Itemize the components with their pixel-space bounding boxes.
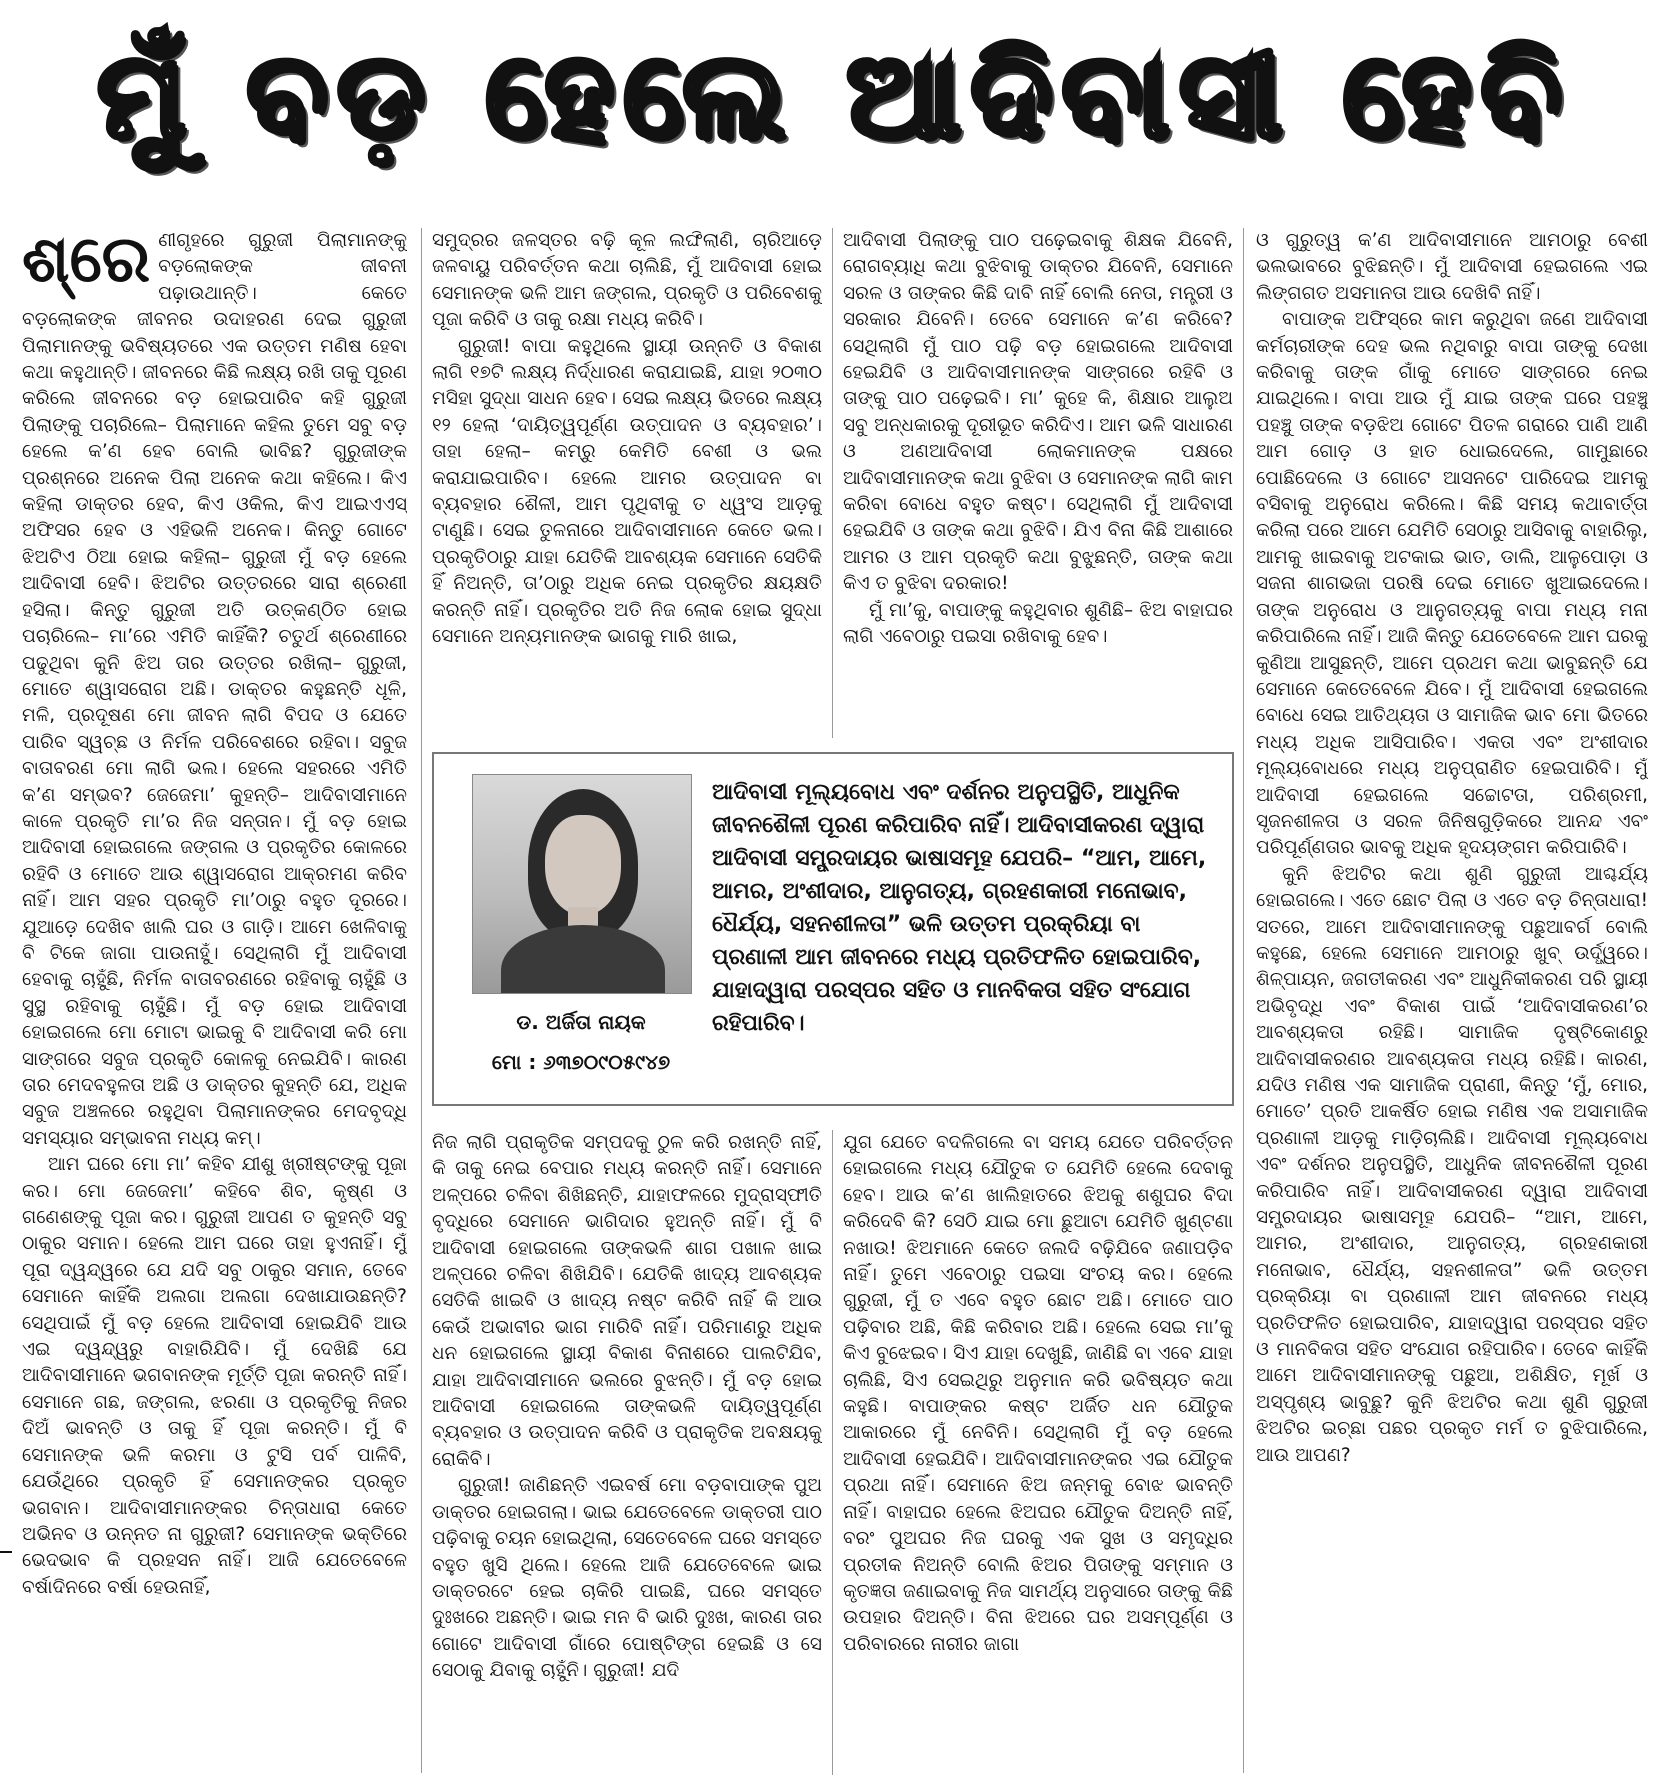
article-column-2-top bbox=[432, 228, 822, 738]
paragraph: ଗୁରୁଜୀ! ଜାଣିଛନ୍ତି ଏଇବର୍ଷ ମୋ ବଡ଼ବାପାଙ୍କ ପୁଅ ଡାକ୍ତର ହୋଇଗଲା। ଭାଇ ଯେତେବେଳେ ଡାକ୍ତରୀ ପାଠ ପଢ଼ିବାକୁ ଚୟନ ହୋଇଥିଲା, ସେତେବେଳେ ଘରେ ସମସ୍ତେ ବହୁତ ଖୁସି ଥିଲେ। ହେଲେ ଆଜି ଯେତେବେଳେ ଭାଇ ଡାକ୍ତରଟେ ହେଇ ଚାକିରି ପାଇଛି, ଘରେ ସମସ୍ତେ ଦୁଃଖରେ ଅଛନ୍ତି। ଭାଇ ମନ ବି ଭାରି ଦୁଃଖ, କାରଣ ତାର ଗୋଟେ ଆଦିବାସୀ ଗାଁରେ ପୋଷ୍ଟିଙ୍ଗ ହେଇଛି ଓ ସେ ସେଠାକୁ ଯିବାକୁ ଚାହୁଁନି। ଗୁରୁଜୀ! ଯଦି bbox=[432, 1475, 822, 1682]
author-photo bbox=[472, 774, 692, 994]
paragraph: ଣୀଗୃହରେ ଗୁରୁଜୀ ପିଲାମାନଙ୍କୁ ବଡ଼ଲୋକଙ୍କ ଜୀବନୀ ପଢ଼ାଉଥାନ୍ତି। କେତେ ବଡ଼ଲୋକଙ୍କ ଜୀବନର ଉଦାହରଣ ଦେଇ ଗୁରୁଜୀ ପିଲାମାନଙ୍କୁ ଭବିଷ୍ୟତରେ ଏକ ଉତ୍ତମ ମଣିଷ ହେବା କଥା କହୁଥାନ୍ତି। ଜୀବନରେ କିଛି ଲକ୍ଷ୍ୟ ରଖି ତାକୁ ପୂରଣ କରିଲେ ଜୀବନରେ ବଡ଼ ହୋଇପାରିବ କହି ଗୁରୁଜୀ ପିଲାଙ୍କୁ ପଚାରିଲେ– ପିଲାମାନେ କହିଲ ତୁମେ ସବୁ ବଡ଼ ହେଲେ କ’ଣ ହେବ ବୋଲି ଭାବିଛ? ଗୁରୁଜୀଙ୍କ ପ୍ରଶ୍ନରେ ଅନେକ ପିଲା ଅନେକ କଥା କହିଲେ। କିଏ କହିଲା ଡାକ୍ତର ହେବ, କିଏ ଓକିଲ, କିଏ ଆଇଏଏସ୍ ଅଫିସର ହେବ ଓ ଏହିଭଳି ଅନେକ। କିନ୍ତୁ ଗୋଟେ ଝିଅଟିଏ ଠିଆ ହୋଇ କହିଲା– ଗୁରୁଜୀ ମୁଁ ବଡ଼ ହେଲେ ଆଦିବାସୀ ହେବି। ଝିଅଟିର ଉତ୍ତରରେ ସାରା ଶ୍ରେଣୀ ହସିଲା। କିନ୍ତୁ ଗୁରୁଜୀ ଅତି ଉତ୍କଣ୍ଠିତ ହୋଇ ପଚାରିଲେ– ମା’ରେ ଏମିତି କାହିଁକି? ଚତୁର୍ଥ ଶ୍ରେଣୀରେ ପଢୁଥିବା କୁନି ଝିଅ ତାର ଉତ୍ତର ରଖିଲା– ଗୁରୁଜୀ, ମୋତେ ଶ୍ୱାସରୋଗ ଅଛି। ଡାକ୍ତର କହୁଛନ୍ତି ଧୂଳି, ମଳି, ପ୍ରଦୂଷଣ ମୋ ଜୀବନ ଲାଗି ବିପଦ ଓ ଯେତେ ପାରିବ ସ୍ୱଚ୍ଛ ଓ ନିର୍ମଳ ପରିବେଶରେ ରହିବା। ସବୁଜ ବାତାବରଣ ମୋ ଲାଗି ଭଲ। ହେଲେ ସହରରେ ଏମିତି କ’ଣ ସମ୍ଭବ? ଜେଜେମା’ କୁହନ୍ତି– ଆଦିବାସୀମାନେ କାଳେ ପ୍ରକୃତି ମା’ର ନିଜ ସନ୍ତାନ। ମୁଁ ବଡ଼ ହୋଇ ଆଦିବାସୀ ହୋଇଗଲେ ଜଙ୍ଗଲ ଓ ପ୍ରକୃତିର କୋଳରେ ରହିବି ଓ ମୋତେ ଆଉ ଶ୍ୱାସରୋଗ ଆକ୍ରମଣ କରିବ ନାହିଁ। ଆମ ସହର ପ୍ରକୃତି ମା’ଠାରୁ ବହୁତ ଦୂରରେ। ଯୁଆଡ଼େ ଦେଖିବ ଖାଲି ଘର ଓ ଗାଡ଼ି। ଆମେ ଖେଳିବାକୁ ବି ଟିକେ ଜାଗା ପାଉନାହୁଁ। ସେଥିଲାଗି ମୁଁ ଆଦିବାସୀ ହେବାକୁ ଚାହୁଁଛି, ନିର୍ମଳ ବାତାବରଣରେ ରହିବାକୁ ଚାହୁଁଛି ଓ ସୁସ୍ଥ ରହିବାକୁ ଚାହୁଁଛି। ମୁଁ ବଡ଼ ହୋଇ ଆଦିବାସୀ ହୋଇଗଲେ ମୋ ମୋଟା ଭାଇକୁ ବି ଆଦିବାସୀ କରି ମୋ ସାଙ୍ଗରେ ସବୁଜ ପ୍ରକୃତି କୋଳକୁ ନେଇଯିବି। କାରଣ ତାର ମେଦବହୁଳତା ଅଛି ଓ ଡାକ୍ତର କୁହନ୍ତି ଯେ, ଅଧିକ ସବୁଜ ଅଞ୍ଚଳରେ ରହୁଥିବା ପିଲାମାନଙ୍କର ମେଦବୃଦ୍ଧି ସମସ୍ୟାର ସମ୍ଭାବନା ମଧ୍ୟ କମ୍। bbox=[22, 230, 407, 1149]
pullquote-box bbox=[432, 752, 1234, 1106]
paragraph: ଓ ଗୁରୁତ୍ୱ କ’ଣ ଆଦିବାସୀମାନେ ଆମଠାରୁ ବେଶୀ ଭଲଭାବରେ ବୁଝିଛନ୍ତି। ମୁଁ ଆଦିବାସୀ ହେଇଗଲେ ଏଇ ଲିଙ୍ଗଗତ ଅସମାନତା ଆଉ ଦେଖିବି ନାହିଁ। bbox=[1256, 230, 1648, 304]
paragraph: ସମୁଦ୍ରର ଜଳସ୍ତର ବଢ଼ି କୂଳ ଲଙ୍ଘିଲାଣି, ଚାରିଆଡ଼େ ଜଳବାୟୁ ପରିବର୍ତ୍ତନ କଥା ଚାଲିଛି, ମୁଁ ଆଦିବାସୀ ହୋଇ ସେମାନଙ୍କ ଭଳି ଆମ ଜଙ୍ଗଲ, ପ୍ରକୃତି ଓ ପରିବେଶକୁ ପୂଜା କରିବି ଓ ତାକୁ ରକ୍ଷା ମଧ୍ୟ କରିବି। bbox=[432, 230, 822, 331]
paragraph: ଆମ ଘରେ ମୋ ମା’ କହିବ ଯୀଶୁ ଖ୍ରୀଷ୍ଟଙ୍କୁ ପୂଜା କର। ମୋ ଜେଜେମା’ କହିବେ ଶିବ, କୃଷ୍ଣ ଓ ଗଣେଶଙ୍କୁ ପୂଜା କର। ଗୁରୁଜୀ ଆପଣ ତ କୁହନ୍ତି ସବୁ ଠାକୁର ସମାନ। ହେଲେ ଆମ ଘରେ ତାହା ହୁଏନାହିଁ। ମୁଁ ପୂରା ଦ୍ୱନ୍ଦ୍ୱରେ ଯେ ଯଦି ସବୁ ଠାକୁର ସମାନ, ତେବେ ସେମାନେ କାହିଁକି ଅଲଗା ଅଲଗା ଦେଖାଯାଉଛନ୍ତି? ସେଥିପାଇଁ ମୁଁ ବଡ଼ ହେଲେ ଆଦିବାସୀ ହୋଇଯିବି ଆଉ ଏଇ ଦ୍ୱନ୍ଦ୍ୱରୁ ବାହାରିଯିବି। ମୁଁ ଦେଖିଛି ଯେ ଆଦିବାସୀମାନେ ଭଗବାନଙ୍କ ମୂର୍ତ୍ତି ପୂଜା କରନ୍ତି ନାହିଁ। ସେମାନେ ଗଛ, ଜଙ୍ଗଲ, ଝରଣା ଓ ପ୍ରକୃତିକୁ ନିଜର ଦିଅଁ ଭାବନ୍ତି ଓ ତାକୁ ହିଁ ପୂଜା କରନ୍ତି। ମୁଁ ବି ସେମାନଙ୍କ ଭଳି କରମା ଓ ଟୁସି ପର୍ବ ପାଳିବି, ଯେଉଁଥିରେ ପ୍ରକୃତି ହିଁ ସେମାନଙ୍କର ପ୍ରକୃତ ଭଗବାନ। ଆଦିବାସୀମାନଙ୍କର ଚିନ୍ତାଧାରା କେତେ ଅଭିନବ ଓ ଉନ୍ନତ ନା ଗୁରୁଜୀ? ସେମାନଙ୍କ ଭକ୍ତିରେ ଭେଦଭାବ କି ପ୍ରହସନ ନାହିଁ। ଆଜି ଯେତେବେଳେ ବର୍ଷାଦିନରେ ବର୍ଷା ହେଉନାହିଁ, bbox=[22, 1154, 407, 1598]
column-divider bbox=[1243, 228, 1244, 1773]
article-column-3-top bbox=[843, 228, 1233, 738]
paragraph: ମୁଁ ମା’କୁ, ବାପାଙ୍କୁ କହୁଥିବାର ଶୁଣିଛି– ଝିଅ ବାହାଘର ଲାଗି ଏବେଠାରୁ ପଇସା ରଖିବାକୁ ହେବ। bbox=[843, 599, 1233, 648]
paragraph: ଯୁଗ ଯେତେ ବଦଳିଗଲେ ବା ସମୟ ଯେତେ ପରିବର୍ତ୍ତନ ହୋଇଗଲେ ମଧ୍ୟ ଯୌତୁକ ତ ଯେମିତି ହେଲେ ଦେବାକୁ ହେବ। ଆଉ କ’ଣ ଖାଲିହାତରେ ଝିଅକୁ ଶଶୁଘର ବିଦା କରିଦେବି କି? ସେଠି ଯାଇ ମୋ ଛୁଆଟା ଯେମିତି ଖୁଣ୍ଟଣା ନଖାଉ! ଝିଅମାନେ କେତେ ଜଲଦି ବଢ଼ିଯିବେ ଜଣାପଡ଼ିବ ନାହିଁ। ତୁମେ ଏବେଠାରୁ ପଇସା ସଂଚୟ କର। ହେଲେ ଗୁରୁଜୀ, ମୁଁ ତ ଏବେ ବହୁତ ଛୋଟ ଅଛି। ମୋତେ ପାଠ ପଢ଼ିବାର ଅଛି, କିଛି କରିବାର ଅଛି। ହେଲେ ସେଇ ମା’କୁ କିଏ ବୁଝେଇବ। ସିଏ ଯାହା ଦେଖୁଛି, ଜାଣିଛି ବା ଏବେ ଯାହା ଚାଲିଛି, ସିଏ ସେଇଥିରୁ ଅନୁମାନ କରି ଭବିଷ୍ୟତ କଥା କହୁଛି। ବାପାଙ୍କର କଷ୍ଟ ଅର୍ଜିତ ଧନ ଯୌତୁକ ଆକାରରେ ମୁଁ ନେବିନି। ସେଥିଲାଗି ମୁଁ ବଡ଼ ହେଲେ ଆଦିବାସୀ ହେଇଯିବି। ଆଦିବାସୀମାନଙ୍କର ଏଇ ଯୌତୁକ ପ୍ରଥା ନାହିଁ। ସେମାନେ ଝିଅ ଜନ୍ମକୁ ବୋଝ ଭାବନ୍ତି ନାହିଁ। ବାହାଘର ହେଲେ ଝିଅଘର ଯୌତୁକ ଦିଅନ୍ତି ନାହିଁ, ବରଂ ପୁଅଘର ନିଜ ଘରକୁ ଏକ ସୁଖ ଓ ସମୃଦ୍ଧିର ପ୍ରତୀକ ନିଅନ୍ତି ବୋଲି ଝିଅର ପିତାଙ୍କୁ ସମ୍ମାନ ଓ କୃତଜ୍ଞତା ଜଣାଇବାକୁ ନିଜ ସାମର୍ଥ୍ୟ ଅନୁସାରେ ତାଙ୍କୁ କିଛି ଉପହାର ଦିଅନ୍ତି। ବିନା ଝିଅରେ ଘର ଅସମ୍ପୂର୍ଣ୍ଣ ଓ ପରିବାରରେ ନାରୀର ଜାଗା bbox=[843, 1132, 1233, 1655]
portrait-face bbox=[545, 815, 621, 915]
paragraph: କୁନି ଝିଅଟିର କଥା ଶୁଣି ଗୁରୁଜୀ ଆଶ୍ଚର୍ଯ୍ୟ ହୋଇଗଲେ। ଏତେ ଛୋଟ ପିଲା ଓ ଏତେ ବଡ଼ ଚିନ୍ତାଧାରା! ସତରେ, ଆମେ ଆଦିବାସୀମାନଙ୍କୁ ପଛୁଆବର୍ଗ ବୋଲି କହୁଛେ, ହେଲେ ସେମାନେ ଆମଠାରୁ ଖୁବ୍ ଉର୍ଦ୍ଧ୍ୱରେ। ଶିଳ୍ପାୟନ, ଜଗତୀକରଣ ଏବଂ ଆଧୁନିକୀକରଣ ପରି ସ୍ଥାୟୀ ଅଭିବୃଦ୍ଧି ଏବଂ ବିକାଶ ପାଇଁ ‘ଆଦିବାସୀକରଣ’ର ଆବଶ୍ୟକତା ରହିଛି। ସାମାଜିକ ଦୃଷ୍ଟିକୋଣରୁ ଆଦିବାସୀକରଣର ଆବଶ୍ୟକତା ମଧ୍ୟ ରହିଛି। କାରଣ, ଯଦିଓ ମଣିଷ ଏକ ସାମାଜିକ ପ୍ରାଣୀ, କିନ୍ତୁ ‘ମୁଁ, ମୋର, ମୋତେ’ ପ୍ରତି ଆକର୍ଷିତ ହୋଇ ମଣିଷ ଏକ ଅସାମାଜିକ ପ୍ରଣାଳୀ ଆଡ଼କୁ ମାଡ଼ିଚାଲିଛି। ଆଦିବାସୀ ମୂଲ୍ୟବୋଧ ଏବଂ ଦର୍ଶନର ଅନୁପସ୍ଥିତି, ଆଧୁନିକ ଜୀବନଶୈଳୀ ପୂରଣ କରିପାରିବ ନାହିଁ। ଆଦିବାସୀକରଣ ଦ୍ୱାରା ଆଦିବାସୀ ସମ୍ପ୍ରଦାୟର ଭାଷାସମୂହ ଯେପରି– “ଆମ, ଆମେ, ଆମର, ଅଂଶୀଦାର, ଆନୁଗତ୍ୟ, ଗ୍ରହଣକାରୀ ମନୋଭାବ, ଧୈର୍ଯ୍ୟ, ସହନଶୀଳତା” ଭଳି ଉତ୍ତମ ପ୍ରକ୍ରିୟା ବା ପ୍ରଣାଳୀ ଆମ ଜୀବନରେ ମଧ୍ୟ ପ୍ରତିଫଳିତ ହୋଇପାରିବ, ଯାହାଦ୍ୱାରା ପରସ୍ପର ସହିତ ଓ ମାନବିକତା ସହିତ ସଂଯୋଗ ରହିପାରିବ। ତେବେ କାହିଁକି ଆମେ ଆଦିବାସୀମାନଙ୍କୁ ପଛୁଆ, ଅଶିକ୍ଷିତ, ମୂର୍ଖ ଓ ଅସ୍ପୃଶ୍ୟ ଭାବୁଛୁ? କୁନି ଝିଅଟିର କଥା ଶୁଣି ଗୁରୁଜୀ ଝିଅଟିର ଇଚ୍ଛା ପଛର ପ୍ରକୃତ ମର୍ମ ତ ବୁଝିପାରିଲେ, ଆଉ ଆପଣ? bbox=[1256, 863, 1648, 1466]
column-divider bbox=[421, 228, 422, 1773]
pullquote-text: ଆଦିବାସୀ ମୂଲ୍ୟବୋଧ ଏବଂ ଦର୍ଶନର ଅନୁପସ୍ଥିତି, ଆଧୁନିକ ଜୀବନଶୈଳୀ ପୂରଣ କରିପାରିବ ନାହିଁ। ଆଦିବାସୀକରଣ ଦ୍ୱାରା ଆଦିବାସୀ ସମ୍ପ୍ରଦାୟର ଭାଷାସମୂହ ଯେପରି– “ଆମ, ଆମେ, ଆମର, ଅଂଶୀଦାର, ଆନୁଗତ୍ୟ, ଗ୍ରହଣକାରୀ ମନୋଭାବ, ଧୈର୍ଯ୍ୟ, ସହନଶୀଳତା” ଭଳି ଉତ୍ତମ ପ୍ରକ୍ରିୟା ବା ପ୍ରଣାଳୀ ଆମ ଜୀବନରେ ମଧ୍ୟ ପ୍ରତିଫଳିତ ହୋଇପାରିବ, ଯାହାଦ୍ୱାରା ପରସ୍ପର ସହିତ ଓ ମାନବିକତା ସହିତ ସଂଯୋଗ ରହିପାରିବ। bbox=[712, 780, 1207, 1036]
paragraph: ବାପାଙ୍କ ଅଫିସ୍‌ରେ କାମ କରୁଥିବା ଜଣେ ଆଦିବାସୀ କର୍ମଚାରୀଙ୍କ ଦେହ ଭଲ ନଥିବାରୁ ବାପା ତାଙ୍କୁ ଦେଖା କରିବାକୁ ତାଙ୍କ ଗାଁକୁ ମୋତେ ସାଙ୍ଗରେ ନେଇ ଯାଇଥିଲେ। ବାପା ଆଉ ମୁଁ ଯାଇ ତାଙ୍କ ଘରେ ପହଞ୍ଚୁ ପହଞ୍ଚୁ ତାଙ୍କ ବଡ଼ଝିଅ ଗୋଟେ ପିତଳ ଗରାରେ ପାଣି ଆଣି ଆମ ଗୋଡ଼ ଓ ହାତ ଧୋଇଦେଲେ, ଗାମୁଛାରେ ପୋଛିଦେଲେ ଓ ଗୋଟେ ଆସନଟେ ପାରିଦେଇ ଆମକୁ ବସିବାକୁ ଅନୁରୋଧ କରିଲେ। କିଛି ସମୟ କଥାବାର୍ତ୍ତା କରିଲା ପରେ ଆମେ ଯେମିତି ସେଠାରୁ ଆସିବାକୁ ବାହାରିଲୁ, ଆମକୁ ଖାଇବାକୁ ଅଟକାଇ ଭାତ, ଡାଲି, ଆଳୁପୋଡ଼ା ଓ ସଜନା ଶାଗଭଜା ପରଷି ଦେଇ ମୋତେ ଖୁଆଇଦେଲେ। ତାଙ୍କ ଅନୁରୋଧ ଓ ଆନୁଗତ୍ୟକୁ ବାପା ମଧ୍ୟ ମନା କରିପାରିଲେ ନାହିଁ। ଆଜି କିନ୍ତୁ ଯେତେବେଳେ ଆମ ଘରକୁ କୁଣିଆ ଆସୁଛନ୍ତି, ଆମେ ପ୍ରଥମ କଥା ଭାବୁଛନ୍ତି ଯେ ସେମାନେ କେତେବେଳେ ଯିବେ। ମୁଁ ଆଦିବାସୀ ହେଇଗଲେ ବୋଧେ ସେଇ ଆତିଥ୍ୟତା ଓ ସାମାଜିକ ଭାବ ମୋ ଭିତରେ ମଧ୍ୟ ଅଧିକ ଆସିପାରିବ। ଏକତା ଏବଂ ଅଂଶୀଦାର ମୂଲ୍ୟବୋଧରେ ମଧ୍ୟ ଅନୁପ୍ରାଣିତ ହେଇପାରିବି। ମୁଁ ଆଦିବାସୀ ହେଇଗଲେ ସଚ୍ଚୋଟତା, ପରିଶ୍ରମୀ, ସୃଜନଶୀଳତା ଓ ସରଳ ଜିନିଷଗୁଡ଼ିକରେ ଆନନ୍ଦ ଏବଂ ପରିପୂର୍ଣ୍ଣତାର ଭାବକୁ ଅଧିକ ହୃଦୟଙ୍ଗମ କରିପାରିବି। bbox=[1256, 309, 1648, 859]
author-phone: ମୋ : ୬୩୭୦୯୦୫୯୪୭ bbox=[491, 1050, 671, 1074]
margin-tick bbox=[0, 1551, 12, 1553]
article-column-2-bottom bbox=[432, 1130, 822, 1775]
article-column-1 bbox=[22, 228, 407, 1773]
headline: ମୁଁ ବଡ଼ ହେଲେ ଆଦିବାସୀ ହେବି bbox=[96, 25, 1572, 164]
paragraph: ନିଜ ଲାଗି ପ୍ରାକୃତିକ ସମ୍ପଦକୁ ଠୁଳ କରି ରଖନ୍ତି ନାହିଁ, କି ତାକୁ ନେଇ ବେପାର ମଧ୍ୟ କରନ୍ତି ନାହିଁ। ସେମାନେ ଅଳ୍ପରେ ଚଳିବା ଶିଖିଛନ୍ତି, ଯାହାଫଳରେ ମୁଦ୍ରାସ୍ଫୀତି ବୃଦ୍ଧିରେ ସେମାନେ ଭାଗିଦାର ହୁଅନ୍ତି ନାହିଁ। ମୁଁ ବି ଆଦିବାସୀ ହୋଇଗଲେ ତାଙ୍କଭଳି ଶାଗ ପଖାଳ ଖାଇ ଅଳ୍ପରେ ଚଳିବା ଶିଖିଯିବି। ଯେତିକି ଖାଦ୍ୟ ଆବଶ୍ୟକ ସେତିକି ଖାଇବି ଓ ଖାଦ୍ୟ ନଷ୍ଟ କରିବି ନାହିଁ କି ଆଉ କେଉଁ ଅଭାବୀର ଭାଗ ମାରିବି ନାହିଁ। ପରିମାଣରୁ ଅଧିକ ଧନ ହୋଇଗଲେ ସ୍ଥାୟୀ ବିକାଶ ବିନାଶରେ ପାଲଟିଯିବ, ଯାହା ଆଦିବାସୀମାନେ ଭଲରେ ବୁଝନ୍ତି। ମୁଁ ବଡ଼ ହୋଇ ଆଦିବାସୀ ହୋଇଗଲେ ତାଙ୍କଭଳି ଦାୟିତ୍ୱପୂର୍ଣ୍ଣ ବ୍ୟବହାର ଓ ଉତ୍ପାଦନ କରିବି ଓ ପ୍ରାକୃତିକ ଅବକ୍ଷୟକୁ ରୋକିବି। bbox=[432, 1132, 822, 1470]
author-name: ଡ. ଅର୍ଜିତା ନାୟକ bbox=[516, 1010, 646, 1034]
article-column-3-bottom bbox=[843, 1130, 1233, 1775]
column-divider bbox=[832, 1130, 833, 1775]
portrait-body bbox=[501, 925, 665, 994]
column-divider bbox=[832, 228, 833, 738]
paragraph: ଆଦିବାସୀ ପିଲାଙ୍କୁ ପାଠ ପଢ଼େଇବାକୁ ଶିକ୍ଷକ ଯିବେନି, ରୋଗବ୍ୟାଧି କଥା ବୁଝିବାକୁ ଡାକ୍ତର ଯିବେନି, ସେମାନେ ସରଳ ଓ ତାଙ୍କର କିଛି ଦାବି ନାହିଁ ବୋଲି ନେତା, ମନ୍ତ୍ରୀ ଓ ସରକାର ଯିବେନି। ତେବେ ସେମାନେ କ’ଣ କରିବେ? ସେଥିଲାଗି ମୁଁ ପାଠ ପଢ଼ି ବଡ଼ ହୋଇଗଲେ ଆଦିବାସୀ ହେଇଯିବି ଓ ଆଦିବାସୀମାନଙ୍କ ସାଙ୍ଗରେ ରହିବି ଓ ତାଙ୍କୁ ପାଠ ପଢ଼େଇବି। ମା’ କୁହେ କି, ଶିକ୍ଷାର ଆଲୁଅ ସବୁ ଅନ୍ଧକାରକୁ ଦୂରୀଭୂତ କରିଦିଏ। ଆମ ଭଳି ସାଧାରଣ ଓ ଅଣଆଦିବାସୀ ଲୋକମାନଙ୍କ ପକ୍ଷରେ ଆଦିବାସୀମାନଙ୍କ କଥା ବୁଝିବା ଓ ସେମାନଙ୍କ ଲାଗି କାମ କରିବା ବୋଧେ ବହୁତ କଷ୍ଟ। ସେଥିଲାଗି ମୁଁ ଆଦିବାସୀ ହେଇଯିବି ଓ ତାଙ୍କ କଥା ବୁଝିବି। ଯିଏ ବିନା କିଛି ଆଶାରେ ଆମର ଓ ଆମ ପ୍ରକୃତି କଥା ବୁଝୁଛନ୍ତି, ତାଙ୍କ କଥା କିଏ ତ ବୁଝିବା ଦରକାର! bbox=[843, 230, 1233, 595]
article-column-4 bbox=[1256, 228, 1648, 1773]
paragraph: ଗୁରୁଜୀ! ବାପା କହୁଥିଲେ ସ୍ଥାୟୀ ଉନ୍ନତି ଓ ବିକାଶ ଲାଗି ୧୭ଟି ଲକ୍ଷ୍ୟ ନିର୍ଦ୍ଧାରଣ କରାଯାଇଛି, ଯାହା ୨୦୩୦ ମସିହା ସୁଦ୍ଧା ସାଧନ ହେବ। ସେଇ ଲକ୍ଷ୍ୟ ଭିତରେ ଲକ୍ଷ୍ୟ ୧୨ ହେଲା ‘ଦାୟିତ୍ୱପୂର୍ଣ୍ଣ ଉତ୍ପାଦନ ଓ ବ୍ୟବହାର’। ତାହା ହେଲା– କମ୍‌ରୁ କେମିତି ବେଶୀ ଓ ଭଲ କରାଯାଇପାରିବ। ହେଲେ ଆମର ଉତ୍ପାଦନ ବା ବ୍ୟବହାର ଶୈଳୀ, ଆମ ପୃଥିବୀକୁ ତ ଧ୍ୱଂସ ଆଡ଼କୁ ଟାଣୁଛି। ସେଇ ତୁଳନାରେ ଆଦିବାସୀମାନେ କେତେ ଭଲ। ପ୍ରକୃତିଠାରୁ ଯାହା ଯେତିକି ଆବଶ୍ୟକ ସେମାନେ ସେତିକି ହିଁ ନିଅନ୍ତି, ତା’ଠାରୁ ଅଧିକ ନେଇ ପ୍ରକୃତିର କ୍ଷୟକ୍ଷତି କରନ୍ତି ନାହିଁ। ପ୍ରକୃତିର ଅତି ନିଜ ଲୋକ ହୋଇ ସୁଦ୍ଧା ସେମାନେ ଅନ୍ୟମାନଙ୍କ ଭାଗକୁ ମାରି ଖାଇ, bbox=[432, 335, 822, 648]
drop-cap: ଶ୍ରେ bbox=[22, 228, 151, 297]
